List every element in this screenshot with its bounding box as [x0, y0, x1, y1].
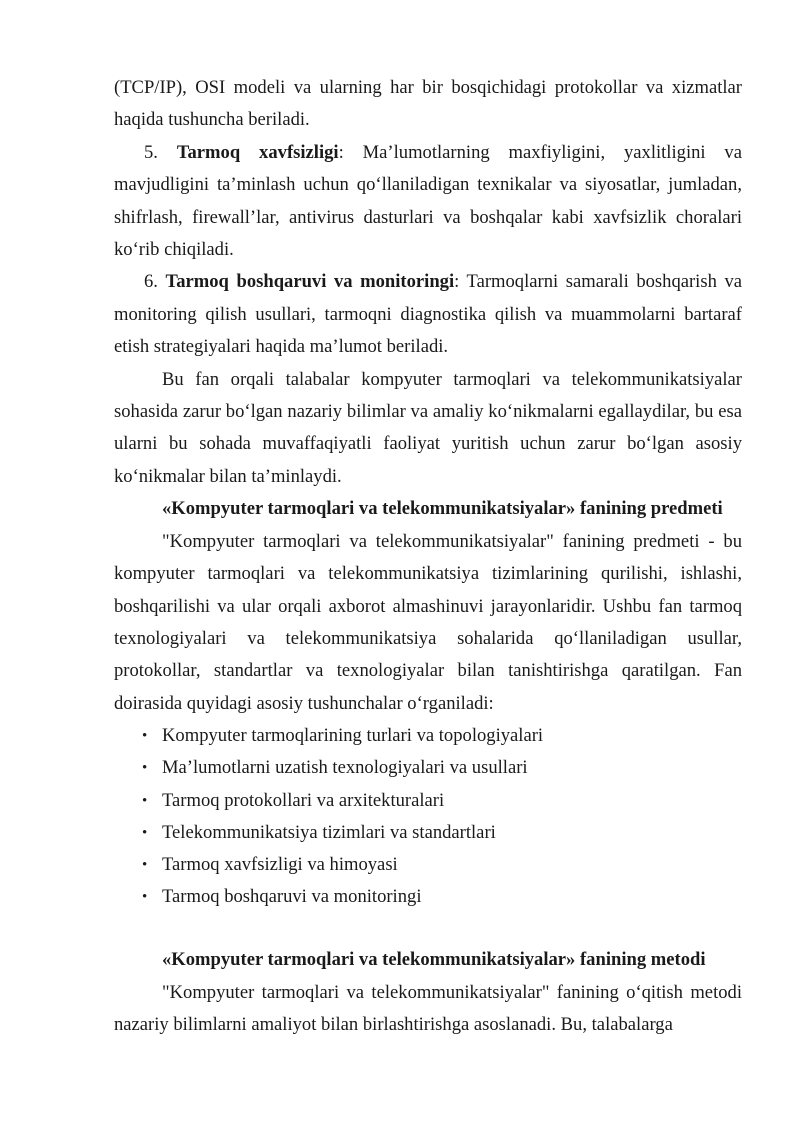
- bullet-text: Tarmoq xavfsizligi va himoyasi: [162, 853, 398, 875]
- subject-paragraph: "Kompyuter tarmoqlari va telekommunikatsiyalar" fanining predmeti - bu kompyuter tarmoqlari va telekommunikatsiya tizimlarining qurilishi, ishlashi, boshqarilishi va ular orqali axborot almashinuvi jarayonlaridir. Ushbu fan tarmoq texnologiyalari va telekommunikatsiya sohalarida qo‘llaniladigan usullar, protokollar, standartlar va texnologiyalar bilan tanishtirishga qaratilgan. Fan doirasida quyidagi asosiy tushunchalar o‘rganiladi:: [114, 530, 742, 714]
- intro-paragraph: (TCP/IP), OSI modeli va ularning har bir bosqichidagi protokollar va xizmatlar haqida tushuncha beriladi.: [114, 77, 742, 131]
- item-5-number: 5.: [144, 141, 177, 163]
- bullet-icon: •: [142, 824, 148, 841]
- bullet-item: [114, 785, 742, 817]
- subject-bullet-list: [114, 720, 742, 913]
- bullet-item: [114, 752, 742, 784]
- bullet-text: Telekommunikatsiya tizimlari va standartlari: [162, 821, 496, 843]
- summary-paragraph: Bu fan orqali talabalar kompyuter tarmoqlari va telekommunikatsiyalar sohasida zarur bo‘lgan nazariy bilimlar va amaliy ko‘nikmalarni egallaydilar, bu esa ularni bu sohada muvaffaqiyatli faoliyat yuritish uchun zarur bo‘lgan asosiy ko‘nikmalar bilan ta’minlaydi.: [114, 368, 742, 487]
- bullet-text: Kompyuter tarmoqlarining turlari va topologiyalari: [162, 725, 544, 747]
- item-6-title: Tarmoq boshqaruvi va monitoringi: [165, 271, 455, 293]
- item-5-title: Tarmoq xavfsizligi: [176, 141, 339, 163]
- method-paragraph: "Kompyuter tarmoqlari va telekommunikatsiyalar" fanining o‘qitish metodi nazariy bilimlarni amaliyot bilan birlashtirishga asoslanadi. Bu, talabalarga: [114, 981, 742, 1036]
- bullet-icon: •: [142, 760, 148, 777]
- bullet-text: Ma’lumotlarni uzatish texnologiyalari va usullari: [162, 757, 528, 779]
- bullet-item: [114, 849, 742, 881]
- bullet-icon: •: [142, 889, 148, 906]
- bullet-icon: •: [142, 728, 148, 745]
- item-6-number: 6.: [144, 271, 166, 293]
- subject-heading: «Kompyuter tarmoqlari va telekommunikatsiyalar» fanining predmeti: [162, 498, 723, 520]
- bullet-text: Tarmoq protokollari va arxitekturalari: [162, 789, 445, 811]
- bullet-text: Tarmoq boshqaruvi va monitoringi: [162, 886, 422, 908]
- method-heading: «Kompyuter tarmoqlari va telekommunikatsiyalar» fanining metodi: [162, 949, 706, 971]
- bullet-item: [114, 817, 742, 849]
- item-5-text: : Ma’lumotlarning maxfiyligini, yaxlitligini va mavjudligini ta’minlash uchun qo‘llaniladigan texnikalar va siyosatlar, jumladan, shifrlash, firewall’lar, antivirus dasturlari va boshqalar kabi xavfsizlik choralari ko‘rib chiqiladi.: [114, 141, 742, 261]
- list-item-6: [114, 266, 742, 363]
- bullet-item: [114, 881, 742, 913]
- bullet-item: [114, 720, 742, 752]
- bullet-icon: •: [142, 856, 148, 873]
- list-item-5: [114, 137, 742, 267]
- bullet-icon: •: [142, 792, 148, 809]
- item-6-text: : Tarmoqlarni samarali boshqarish va monitoring qilish usullari, tarmoqni diagnostika qilish va muammolarni bartaraf etish strategiyalari haqida ma’lumot beriladi.: [114, 271, 743, 358]
